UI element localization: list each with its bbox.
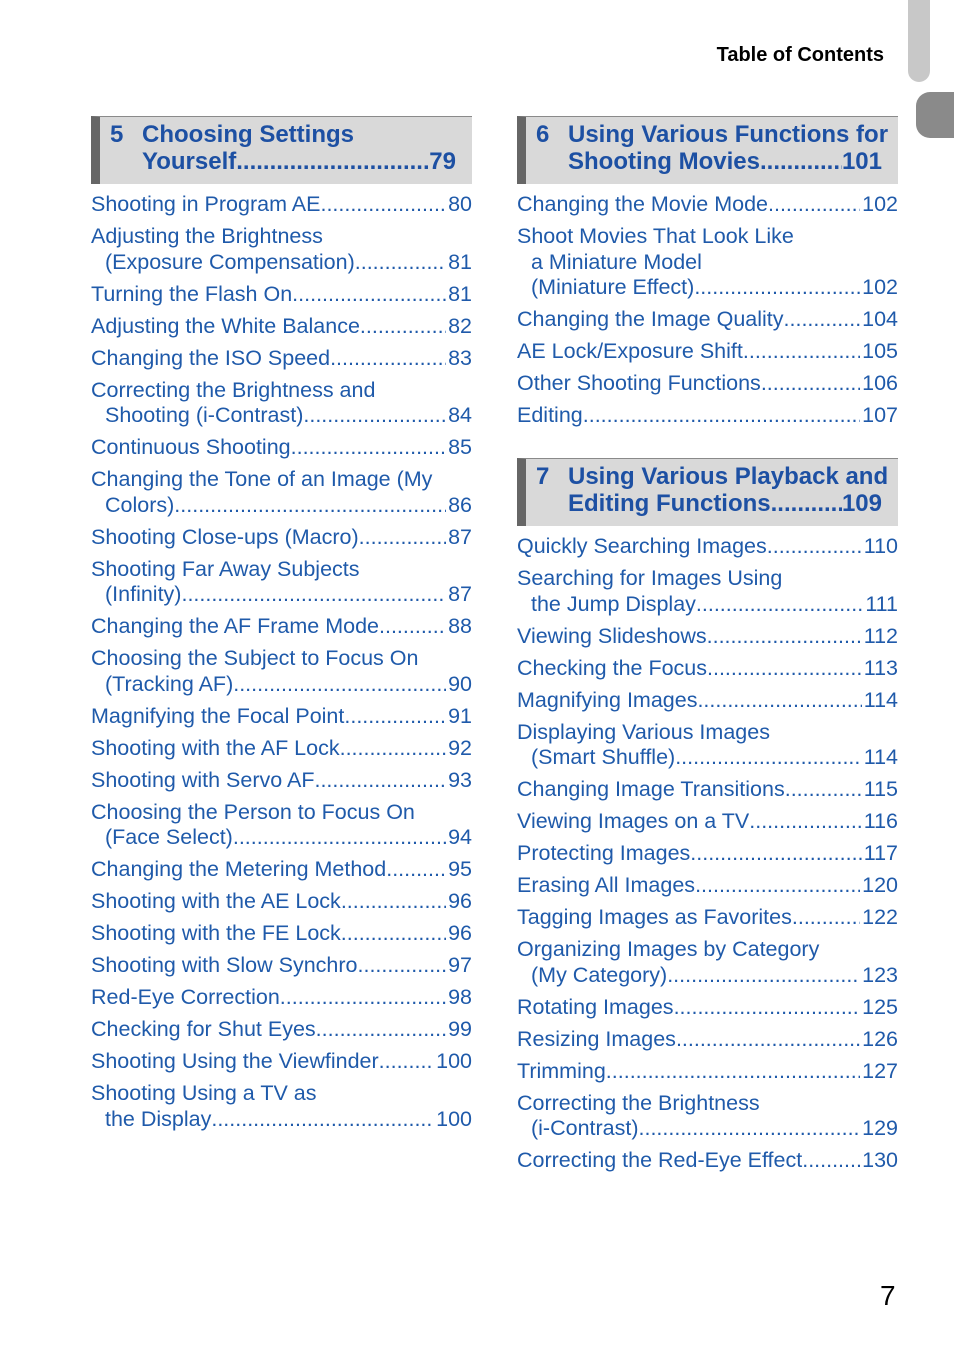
entry-last-line — [91, 314, 472, 340]
entry-title-text: Resizing Images — [517, 1026, 676, 1051]
entry-last-line — [91, 985, 472, 1011]
dot-leader — [697, 688, 861, 714]
entry-page-number: 96 — [448, 921, 472, 945]
page-number: 7 — [880, 1280, 896, 1311]
toc-entry-link[interactable] — [91, 346, 472, 372]
entry-last-line — [517, 1148, 898, 1174]
entry-last-line — [517, 1116, 898, 1142]
entry-title-text: Viewing Images on a TV — [517, 809, 750, 833]
toc-entry-link[interactable] — [91, 192, 472, 218]
toc-entry-link[interactable] — [91, 953, 472, 979]
dot-leader — [316, 1017, 446, 1043]
entry-last-line — [517, 1027, 898, 1053]
dot-leader — [695, 873, 860, 899]
entry-last-line — [91, 282, 472, 308]
entry-page-number: 102 — [862, 192, 898, 216]
dot-leader — [771, 490, 842, 517]
dot-leader — [802, 1148, 860, 1174]
entry-title-text: Correcting the Red-Eye Effect — [517, 1148, 803, 1172]
dot-leader — [314, 768, 446, 794]
entry-title-text: Editing — [517, 403, 583, 427]
chapter-title-text: Shooting Movies — [568, 148, 760, 175]
entry-title-text: Shooting Close-ups (Macro) — [91, 524, 359, 549]
entry-last-line — [517, 339, 898, 365]
entry-last-line — [91, 582, 472, 608]
chapter-title-line2 — [568, 490, 882, 517]
entry-title-text: Magnifying Images — [517, 687, 698, 712]
entry-page-number: 125 — [862, 994, 898, 1019]
entry-title-line: a Miniature Model — [531, 249, 702, 274]
toc-entry-link[interactable] — [517, 937, 898, 988]
page-header-title: Table of Contents — [716, 44, 884, 66]
dot-leader — [174, 493, 446, 519]
entry-title-text: Shooting Using the Viewfinder — [91, 1049, 379, 1073]
dot-leader — [181, 582, 446, 608]
toc-entry-link[interactable] — [517, 624, 898, 650]
toc-entry-link[interactable] — [517, 1027, 898, 1053]
entry-page-number: 81 — [448, 249, 472, 274]
chapter-page: 79 — [429, 148, 456, 175]
entry-title-line: Choosing the Subject to Focus On — [91, 646, 419, 670]
entry-last-line — [517, 192, 898, 218]
entry-last-line — [91, 346, 472, 372]
entry-page-number: 114 — [863, 745, 898, 769]
entry-page-number: 100 — [436, 1049, 472, 1073]
entry-page-number: 96 — [448, 889, 472, 913]
section-spacer — [517, 435, 898, 458]
entry-page-number: 83 — [448, 345, 472, 370]
dot-leader — [344, 704, 446, 730]
entry-title-line: Searching for Images Using — [517, 566, 783, 590]
dot-leader — [676, 1027, 860, 1053]
entry-last-line — [517, 534, 898, 560]
entry-last-line — [91, 857, 472, 883]
toc-entry-link[interactable] — [91, 525, 472, 551]
dot-leader — [760, 148, 842, 175]
toc-entry-list — [517, 534, 898, 1174]
chapter-title-line2 — [142, 148, 456, 175]
entry-title-text: (i-Contrast) — [531, 1116, 639, 1140]
toc-entry-link[interactable] — [517, 1091, 898, 1142]
toc-entry-link[interactable] — [517, 403, 898, 429]
toc-entry-link[interactable] — [517, 224, 898, 301]
dot-leader — [761, 371, 860, 397]
toc-column-left — [91, 116, 472, 1139]
entry-last-line — [517, 1059, 898, 1085]
entry-last-line — [91, 704, 472, 730]
entry-last-line — [517, 745, 898, 771]
entry-page-number: 91 — [448, 703, 472, 728]
entry-page-number: 90 — [448, 671, 472, 696]
dot-leader — [292, 282, 446, 308]
entry-title-text: Shooting in Program AE — [91, 192, 321, 216]
toc-entry-link[interactable] — [91, 224, 472, 275]
toc-entry-link[interactable] — [517, 777, 898, 803]
entry-page-number: 87 — [448, 524, 472, 549]
toc-entry-link[interactable] — [91, 1049, 472, 1075]
dot-leader — [386, 857, 446, 883]
toc-entry-link[interactable] — [517, 656, 898, 682]
entry-title-text: Turning the Flash On — [91, 281, 293, 306]
toc-entry-link[interactable] — [517, 1148, 898, 1174]
entry-last-line — [91, 493, 472, 519]
toc-entry-link[interactable] — [91, 646, 472, 697]
dot-leader — [340, 736, 446, 762]
entry-page-number: 113 — [863, 655, 898, 680]
dot-leader — [233, 825, 446, 851]
entry-title-line: Changing the Tone of an Image (My — [91, 467, 433, 491]
toc-entry-link[interactable] — [91, 282, 472, 308]
entry-title-line: Displaying Various Images — [517, 719, 770, 744]
dot-leader — [707, 624, 862, 650]
toc-entry-link[interactable] — [91, 704, 472, 730]
entry-page-number: 95 — [448, 857, 472, 881]
toc-entry-link[interactable] — [91, 378, 472, 429]
entry-title-text: (My Category) — [531, 962, 668, 987]
entry-title-line: Organizing Images by Category — [517, 937, 820, 961]
chapter-page: 101 — [841, 148, 882, 175]
toc-entry-link[interactable] — [91, 557, 472, 608]
entry-last-line — [91, 825, 472, 851]
entry-title-text: the Jump Display — [531, 591, 696, 616]
toc-entry-link[interactable] — [91, 985, 472, 1011]
entry-page-number: 80 — [448, 192, 472, 216]
entry-page-number: 107 — [862, 403, 898, 427]
tab-strip-top — [908, 0, 930, 82]
entry-page-number: 98 — [448, 985, 472, 1009]
dot-leader — [785, 777, 862, 803]
chapter-title-text: Yourself — [142, 148, 237, 175]
toc-entry-link[interactable] — [517, 841, 898, 867]
dot-leader — [696, 592, 863, 618]
tab-strip-side — [916, 92, 954, 138]
toc-entry-link[interactable] — [517, 192, 898, 218]
entry-page-number: 99 — [448, 1017, 472, 1041]
entry-title-text: Checking for Shut Eyes — [91, 1017, 316, 1041]
entry-title-text: Changing the ISO Speed — [91, 345, 331, 370]
entry-page-number: 129 — [862, 1116, 898, 1140]
entry-last-line — [91, 1049, 472, 1075]
toc-entry-link[interactable] — [91, 314, 472, 340]
entry-last-line — [91, 921, 472, 947]
entry-last-line — [91, 889, 472, 915]
entry-title-text: Shooting with Slow Synchro — [91, 953, 358, 977]
entry-page-number: 104 — [862, 307, 898, 331]
entry-page-number: 110 — [863, 534, 898, 558]
entry-last-line — [91, 1107, 472, 1133]
entry-page-number: 122 — [862, 905, 898, 929]
entry-title-text: (Infinity) — [105, 582, 182, 606]
dot-leader — [694, 275, 860, 301]
entry-title-text: Viewing Slideshows — [517, 623, 707, 648]
entry-last-line — [91, 192, 472, 218]
entry-last-line — [517, 275, 898, 301]
chapter-number: 5 — [110, 121, 124, 148]
dot-leader — [792, 905, 860, 931]
entry-last-line — [91, 672, 472, 698]
chapter-title-line1: Using Various Playback and — [568, 463, 889, 490]
entry-title-text: Magnifying the Focal Point — [91, 703, 345, 728]
dot-leader — [358, 953, 447, 979]
chapter-heading[interactable] — [91, 116, 472, 184]
entry-title-text: Rotating Images — [517, 994, 674, 1019]
toc-entry-link[interactable] — [91, 467, 472, 518]
dot-leader — [749, 809, 861, 835]
dot-leader — [768, 192, 860, 218]
entry-last-line — [517, 873, 898, 899]
entry-title-text: Shooting with the AF Lock — [91, 735, 340, 760]
entry-page-number: 111 — [865, 591, 898, 616]
entry-last-line — [517, 809, 898, 835]
dot-leader — [675, 745, 862, 771]
chapter-heading[interactable] — [517, 458, 898, 526]
entry-last-line — [91, 953, 472, 979]
entry-page-number: 97 — [448, 953, 472, 977]
entry-last-line — [517, 995, 898, 1021]
toc-entry-link[interactable] — [517, 1059, 898, 1085]
entry-title-text: Trimming — [517, 1058, 606, 1083]
entry-page-number: 117 — [863, 841, 898, 865]
entry-title-text: AE Lock/Exposure Shift — [517, 339, 743, 363]
entry-last-line — [91, 768, 472, 794]
dot-leader — [667, 963, 860, 989]
entry-page-number: 114 — [863, 687, 898, 712]
entry-title-text: Adjusting the White Balance — [91, 313, 360, 338]
entry-page-number: 112 — [863, 623, 898, 648]
entry-last-line — [517, 688, 898, 714]
entry-page-number: 126 — [862, 1026, 898, 1051]
toc-entry-link[interactable] — [517, 873, 898, 899]
dot-leader — [303, 403, 446, 429]
entry-page-number: 102 — [862, 275, 898, 299]
entry-last-line — [517, 905, 898, 931]
dot-leader — [236, 148, 429, 175]
toc-entry-link[interactable] — [91, 889, 472, 915]
entry-title-text: Shooting (i-Contrast) — [105, 403, 304, 427]
toc-entry-link[interactable] — [517, 566, 898, 617]
entry-last-line — [517, 624, 898, 650]
dot-leader — [639, 1116, 861, 1142]
entry-page-number: 106 — [862, 371, 898, 395]
entry-title-text: Changing the Movie Mode — [517, 192, 768, 216]
entry-last-line — [517, 963, 898, 989]
entry-title-text: Protecting Images — [517, 841, 691, 865]
dot-leader — [341, 889, 446, 915]
dot-leader — [583, 403, 860, 429]
entry-title-text: (Miniature Effect) — [531, 275, 695, 299]
toc-entry-link[interactable] — [91, 800, 472, 851]
dot-leader — [767, 534, 862, 560]
entry-title-text: (Tracking AF) — [105, 671, 234, 696]
entry-title-text: (Exposure Compensation) — [105, 249, 355, 274]
entry-title-line: Adjusting the Brightness — [91, 224, 323, 248]
dot-leader — [355, 250, 446, 276]
toc-entry-link[interactable] — [91, 1081, 472, 1132]
entry-page-number: 92 — [448, 735, 472, 760]
chapter-title-line2 — [568, 148, 882, 175]
toc-entry-list — [517, 192, 898, 429]
dot-leader — [233, 672, 446, 698]
dot-leader — [707, 656, 862, 682]
entry-page-number: 84 — [448, 403, 472, 427]
entry-title-line: Shooting Using a TV as — [91, 1081, 317, 1105]
chapter-number: 6 — [536, 121, 550, 148]
toc-entry-link[interactable] — [517, 905, 898, 931]
entry-last-line — [91, 614, 472, 640]
toc-entry-link[interactable] — [517, 307, 898, 333]
entry-page-number: 93 — [448, 767, 472, 792]
entry-page-number: 81 — [448, 281, 472, 306]
dot-leader — [606, 1059, 860, 1085]
entry-title-text: Erasing All Images — [517, 873, 696, 897]
entry-title-line: Shooting Far Away Subjects — [91, 556, 360, 581]
entry-last-line — [517, 307, 898, 333]
toc-entry-link[interactable] — [91, 435, 472, 461]
entry-title-line: Shoot Movies That Look Like — [517, 224, 794, 248]
toc-entry-link[interactable] — [517, 688, 898, 714]
dot-leader — [743, 339, 860, 365]
dot-leader — [359, 525, 446, 551]
entry-page-number: 88 — [448, 614, 472, 638]
dot-leader — [320, 192, 446, 218]
chapter-number: 7 — [536, 463, 550, 490]
chapter-title-line1: Using Various Functions for — [568, 121, 889, 148]
entry-last-line — [517, 592, 898, 618]
entry-title-text: Colors) — [105, 492, 175, 517]
entry-last-line — [517, 371, 898, 397]
entry-page-number: 94 — [448, 825, 472, 849]
toc-entry-link[interactable] — [517, 995, 898, 1021]
entry-page-number: 87 — [448, 582, 472, 606]
toc-entry-link[interactable] — [91, 1017, 472, 1043]
toc-entry-link[interactable] — [517, 339, 898, 365]
entry-last-line — [91, 403, 472, 429]
entry-title-text: Tagging Images as Favorites — [517, 905, 792, 929]
entry-title-text: Shooting with Servo AF — [91, 767, 315, 792]
entry-last-line — [517, 403, 898, 429]
entry-title-text: Continuous Shooting — [91, 435, 291, 459]
entry-title-line: Correcting the Brightness — [517, 1090, 760, 1115]
dot-leader — [379, 1049, 434, 1075]
dot-leader — [280, 985, 446, 1011]
chapter-page: 109 — [841, 490, 882, 517]
dot-leader — [379, 614, 446, 640]
toc-entry-link[interactable] — [517, 371, 898, 397]
entry-title-text: Quickly Searching Images — [517, 534, 767, 558]
entry-title-text: Changing the AF Frame Mode — [91, 614, 380, 638]
entry-page-number: 105 — [862, 339, 898, 363]
entry-page-number: 127 — [862, 1058, 898, 1083]
entry-title-text: Other Shooting Functions — [517, 371, 761, 395]
entry-page-number: 120 — [862, 873, 898, 897]
toc-entry-link[interactable] — [91, 857, 472, 883]
toc-entry-link[interactable] — [91, 736, 472, 762]
entry-page-number: 100 — [436, 1106, 472, 1131]
entry-title-text: the Display — [105, 1106, 212, 1131]
entry-last-line — [91, 435, 472, 461]
toc-entry-link[interactable] — [91, 768, 472, 794]
toc-entry-link[interactable] — [91, 614, 472, 640]
entry-last-line — [517, 777, 898, 803]
chapter-heading[interactable] — [517, 116, 898, 184]
entry-page-number: 130 — [862, 1148, 898, 1172]
entry-title-text: Changing the Metering Method — [91, 857, 387, 881]
entry-page-number: 86 — [448, 492, 472, 517]
entry-title-line: Choosing the Person to Focus On — [91, 799, 415, 824]
toc-entry-link[interactable] — [517, 534, 898, 560]
entry-page-number: 123 — [862, 962, 898, 987]
toc-entry-link[interactable] — [91, 921, 472, 947]
entry-page-number: 82 — [448, 313, 472, 338]
toc-entry-list — [91, 192, 472, 1132]
dot-leader — [341, 921, 446, 947]
entry-last-line — [517, 656, 898, 682]
entry-title-line: Correcting the Brightness and — [91, 377, 376, 402]
entry-title-text: Shooting with the FE Lock — [91, 921, 341, 945]
entry-title-text: Checking the Focus — [517, 655, 708, 680]
entry-last-line — [91, 525, 472, 551]
entry-title-text: (Smart Shuffle) — [531, 745, 676, 769]
chapter-title-line1: Choosing Settings — [142, 121, 354, 148]
chapter-title-text: Editing Functions — [568, 490, 771, 517]
entry-page-number: 85 — [448, 435, 472, 459]
dot-leader — [674, 995, 861, 1021]
toc-entry-link[interactable] — [517, 809, 898, 835]
entry-title-text: Changing the Image Quality — [517, 307, 784, 331]
entry-last-line — [91, 736, 472, 762]
dot-leader — [211, 1107, 434, 1133]
entry-page-number: 115 — [863, 777, 898, 801]
entry-title-text: Red-Eye Correction — [91, 985, 280, 1009]
entry-title-text: Shooting with the AE Lock — [91, 889, 341, 913]
toc-entry-link[interactable] — [517, 720, 898, 771]
toc-column-right — [517, 116, 898, 1180]
entry-title-text: (Face Select) — [105, 825, 233, 849]
dot-leader — [291, 435, 446, 461]
entry-last-line — [91, 1017, 472, 1043]
entry-last-line — [91, 250, 472, 276]
entry-page-number: 116 — [863, 809, 898, 833]
dot-leader — [690, 841, 861, 867]
dot-leader — [360, 314, 446, 340]
dot-leader — [784, 307, 861, 333]
entry-title-text: Changing Image Transitions — [517, 777, 785, 801]
entry-last-line — [517, 841, 898, 867]
dot-leader — [330, 346, 446, 372]
